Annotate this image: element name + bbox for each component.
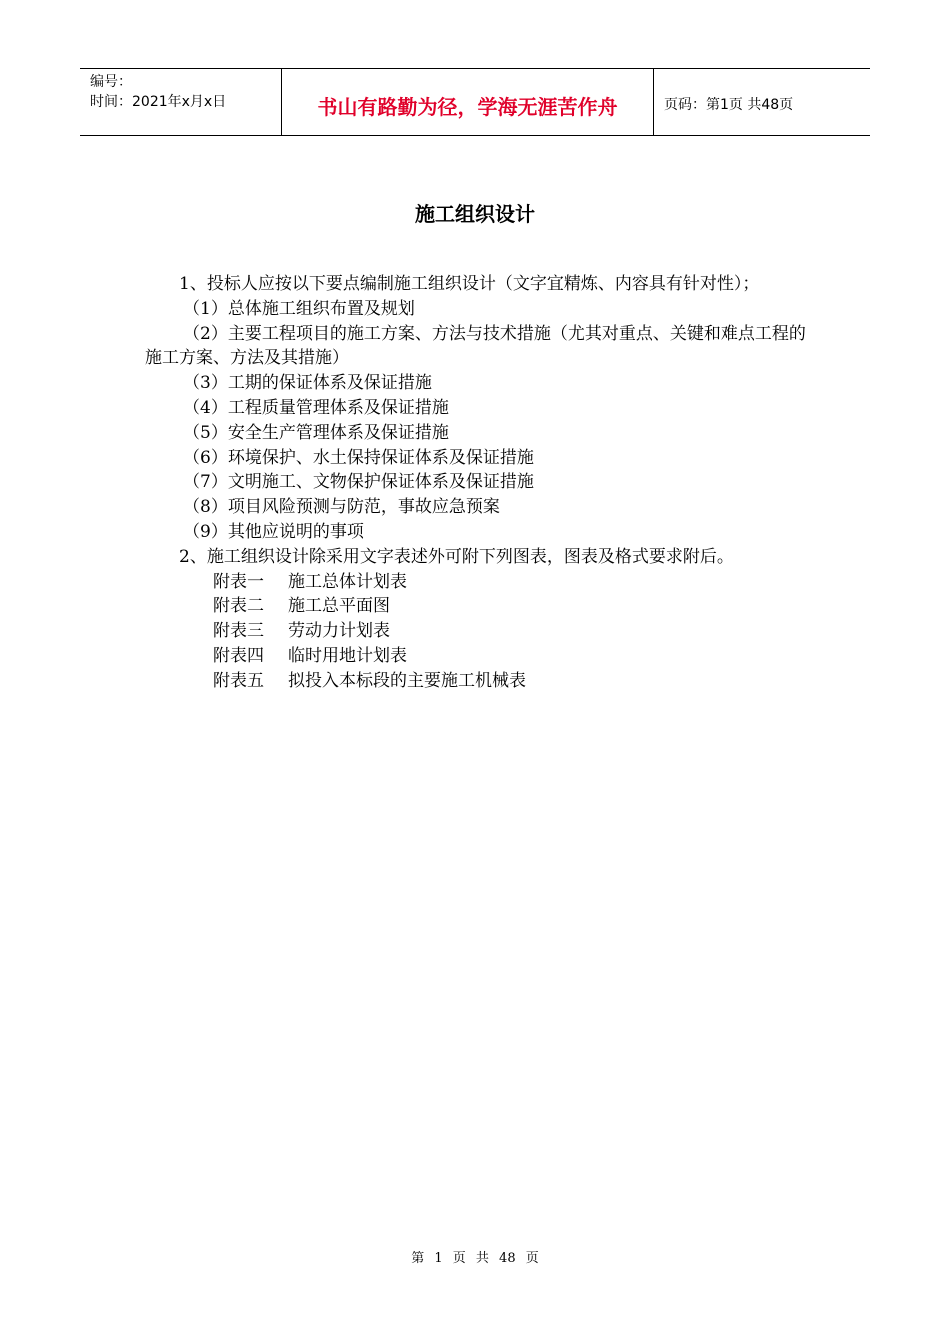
attachment-label: 附表四 <box>213 645 264 666</box>
attachment-item <box>145 594 810 619</box>
list-item: （5）安全生产管理体系及保证措施 <box>183 422 449 443</box>
attachment-label: 附表三 <box>213 621 264 642</box>
time-label: 时间：2021年x月x日 <box>90 94 227 110</box>
attachment-item <box>145 669 810 694</box>
attachment-label: 附表五 <box>213 670 264 691</box>
list-item: （1）总体施工组织布置及规划 <box>183 298 415 319</box>
attachment-name: 劳动力计划表 <box>288 621 390 642</box>
attachment-label: 附表二 <box>213 596 264 617</box>
document-title: 施工组织设计 <box>415 202 535 226</box>
paragraph-2: 2、施工组织设计除采用文字表述外可附下列图表，图表及格式要求附后。 <box>179 546 734 567</box>
number-label: 编号： <box>90 74 132 90</box>
list-item: （8）项目风险预测与防范，事故应急预案 <box>183 497 500 518</box>
document-body <box>145 272 810 694</box>
attachment-name: 施工总平面图 <box>288 596 390 617</box>
attachment-name: 临时用地计划表 <box>288 645 407 666</box>
attachment-item <box>145 570 810 595</box>
attachment-item <box>145 644 810 669</box>
paragraph-1: 1、投标人应按以下要点编制施工组织设计（文字宜精炼、内容具有针对性）； <box>179 274 760 294</box>
list-item: （3）工期的保证体系及保证措施 <box>183 373 432 394</box>
header-motto-cell <box>282 69 654 135</box>
list-item: （4）工程质量管理体系及保证措施 <box>183 397 449 418</box>
page-footer: 第 1 页 共 48 页 <box>411 1251 539 1266</box>
attachment-name: 拟投入本标段的主要施工机械表 <box>288 670 526 691</box>
motto-text: 书山有路勤为径，学海无涯苦作舟 <box>317 95 618 119</box>
attachment-label: 附表一 <box>213 571 264 592</box>
header-page-cell <box>654 69 870 135</box>
attachment-name: 施工总体计划表 <box>288 571 407 592</box>
list-item: （7）文明施工、文物保护保证体系及保证措施 <box>183 472 534 493</box>
list-item: （9）其他应说明的事项 <box>183 521 364 542</box>
page-info: 页码：第1页 共48页 <box>664 97 794 113</box>
attachment-item <box>145 619 810 644</box>
header-meta-cell <box>80 69 282 135</box>
list-item: （6）环境保护、水土保持保证体系及保证措施 <box>183 447 534 468</box>
document-header <box>80 68 870 136</box>
list-item: （2）主要工程项目的施工方案、方法与技术措施（尤其对重点、关键和难点工程的施工方案、方法及其措施） <box>145 323 806 369</box>
